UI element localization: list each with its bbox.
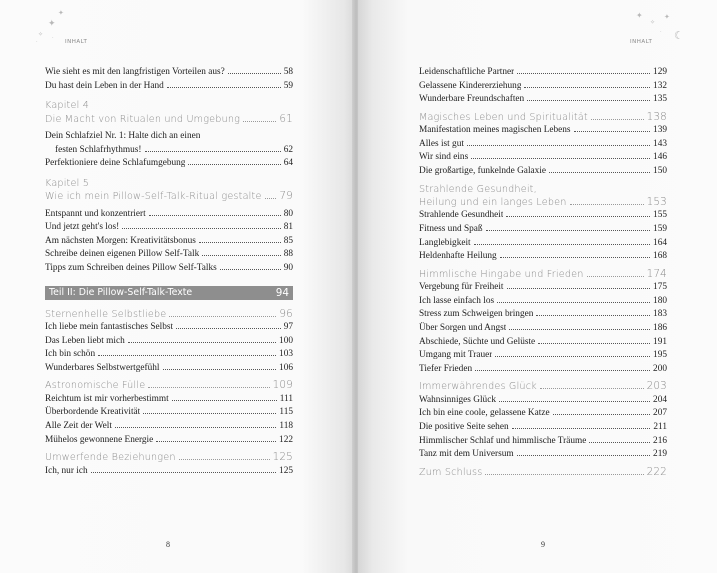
- table-of-contents: [419, 66, 667, 479]
- toc-entry: [45, 406, 293, 420]
- toc-entry-title: Wunderbare Freundschaften: [419, 94, 525, 105]
- part-title: Teil II: Die Pillow-Self-Talk-Texte: [49, 287, 193, 299]
- dot-leader: [538, 343, 650, 344]
- toc-entry: [45, 420, 293, 434]
- toc-entry-title: Magisches Leben und Spiritualität: [419, 111, 588, 123]
- dot-leader: [98, 355, 276, 356]
- toc-page-number: 222: [646, 465, 667, 478]
- toc-page-number: 211: [653, 421, 667, 432]
- dot-leader: [199, 242, 281, 243]
- toc-entry-title: Und jetzt geht's los!: [45, 222, 120, 233]
- toc-entry-title: Alle Zeit der Welt: [45, 420, 112, 431]
- toc-page-number: 115: [279, 407, 293, 418]
- dot-leader: [474, 244, 650, 245]
- running-header: INHALT: [65, 39, 88, 45]
- chapter-label: Kapitel 5: [45, 177, 90, 189]
- chapter-label: Strahlende Gesundheit,: [419, 183, 537, 195]
- toc-page-number: 106: [279, 362, 293, 373]
- toc-entry: [419, 421, 667, 435]
- toc-entry: [419, 138, 667, 152]
- toc-page-number: 168: [653, 251, 667, 262]
- toc-page-number: 88: [283, 249, 293, 260]
- toc-page-number: 200: [653, 363, 667, 374]
- dot-leader: [486, 230, 651, 231]
- dot-leader: [587, 276, 644, 277]
- toc-entry-title: Entspannt und konzentriert: [45, 208, 146, 219]
- toc-chapter: [45, 451, 293, 464]
- dot-leader: [495, 356, 650, 357]
- toc-entry: [45, 80, 293, 94]
- toc-entry-title: Sternenhelle Selbstliebe: [45, 308, 167, 320]
- toc-entry: [419, 435, 667, 449]
- dot-leader: [475, 370, 650, 371]
- dot-leader: [176, 328, 281, 329]
- toc-page-number: 122: [279, 434, 293, 445]
- page-number: 8: [166, 540, 170, 549]
- toc-entry-title: Umgang mit Trauer: [419, 350, 493, 361]
- dot-leader: [499, 401, 650, 402]
- toc-page-number: 132: [653, 80, 667, 91]
- toc-entry-title: Du hast dein Leben in der Hand: [45, 80, 164, 91]
- toc-entry-title: Wie ich mein Pillow-Self-Talk-Ritual gestalte: [45, 191, 262, 203]
- toc-entry: [419, 281, 667, 295]
- toc-page-number: 164: [653, 237, 667, 248]
- toc-page-number: 58: [283, 67, 293, 77]
- dot-leader: [467, 145, 650, 146]
- toc-chapter: [419, 196, 667, 209]
- toc-entry-title: Immerwährendes Glück: [419, 381, 537, 393]
- toc-entry-title: Das Leben liebt mich: [45, 335, 125, 346]
- dot-leader: [517, 73, 650, 74]
- toc-entry-title: Leidenschaftliche Partner: [419, 67, 515, 77]
- toc-entry: [419, 349, 667, 363]
- running-header: INHALT: [630, 39, 653, 45]
- stars-decoration-icon: ✦ ✦ ✧ · ·: [36, 9, 64, 45]
- toc-entry-title: Tanz mit dem Universum: [419, 449, 514, 460]
- dot-leader: [169, 316, 276, 317]
- toc-page-number: 216: [653, 435, 667, 446]
- dot-leader: [220, 269, 281, 270]
- dot-leader: [524, 87, 650, 88]
- dot-leader: [122, 228, 280, 229]
- dot-leader: [527, 100, 650, 101]
- toc-entry: [45, 157, 293, 171]
- toc-entry-title: Umwerfende Beziehungen: [45, 452, 176, 464]
- toc-page-number: 155: [653, 210, 667, 221]
- toc-entry: [419, 237, 667, 251]
- toc-entry-title: Ich, nur ich: [45, 465, 88, 476]
- dot-leader: [506, 216, 650, 217]
- toc-entry-title: Am nächsten Morgen: Kreativitätsbonus: [45, 235, 196, 246]
- toc-entry-title: Ich lasse einfach los: [419, 295, 495, 306]
- toc-entry-title: Strahlende Gesundheit: [419, 210, 504, 221]
- dot-leader: [243, 121, 276, 122]
- toc-page-number: 90: [283, 262, 293, 273]
- dot-leader: [179, 459, 270, 460]
- toc-page-number: 129: [653, 67, 667, 77]
- toc-entry-title: Vergebung für Freiheit: [419, 282, 504, 293]
- toc-page-number: 135: [653, 94, 667, 105]
- dot-leader: [202, 255, 280, 256]
- toc-entry: [419, 448, 667, 462]
- toc-entry: [45, 144, 293, 158]
- toc-entry: [45, 335, 293, 349]
- toc-page-number: 191: [653, 336, 667, 347]
- toc-entry: [45, 262, 293, 276]
- toc-chapter: [419, 380, 667, 393]
- toc-chapter: [45, 113, 293, 126]
- dot-leader: [500, 257, 650, 258]
- dot-leader: [509, 329, 650, 330]
- toc-chapter: [45, 190, 293, 203]
- toc-entry: [419, 80, 667, 94]
- toc-page-number: 203: [646, 380, 667, 393]
- toc-page-number: 143: [653, 138, 667, 149]
- toc-entry: [45, 362, 293, 376]
- part-heading: [45, 286, 293, 300]
- toc-chapter: [45, 308, 293, 321]
- toc-page-number: 150: [653, 165, 667, 176]
- toc-entry-title: Abschiede, Süchte und Gelüste: [419, 336, 536, 347]
- table-of-contents: [45, 66, 293, 478]
- toc-entry-title: Himmlische Hingabe und Frieden: [419, 268, 584, 280]
- toc-entry-title: Manifestation meines magischen Lebens: [419, 125, 571, 136]
- dot-leader: [91, 472, 276, 473]
- toc-entry-title: Wahnsinniges Glück: [419, 394, 496, 405]
- stars-decoration-icon: ✦ ✧ ✦ ·: [636, 11, 670, 35]
- toc-entry-title: Wie sieht es mit den langfristigen Vorteilen aus?: [45, 67, 225, 77]
- toc-entry-wrap: [45, 130, 293, 144]
- dot-leader: [265, 198, 277, 199]
- toc-entry: [45, 208, 293, 222]
- dot-leader: [570, 204, 644, 205]
- toc-page-number: 180: [653, 295, 667, 306]
- toc-entry: [419, 66, 667, 80]
- toc-page-number: 175: [653, 282, 667, 293]
- toc-entry-title: festen Schlafrhythmus!: [55, 144, 142, 155]
- dot-leader: [536, 315, 650, 316]
- dot-leader: [149, 215, 281, 216]
- toc-entry: [45, 465, 293, 479]
- toc-entry-title: Astronomische Fülle: [45, 380, 146, 392]
- dot-leader: [172, 400, 277, 401]
- toc-page-number: 118: [279, 420, 293, 431]
- toc-entry-title: Wir sind eins: [419, 152, 469, 163]
- toc-entry: [419, 394, 667, 408]
- toc-chapter: [419, 111, 667, 124]
- dot-leader: [549, 172, 650, 173]
- dot-leader: [497, 302, 650, 303]
- toc-entry-title: Tipps zum Schreiben deines Pillow Self-Talks: [45, 262, 217, 273]
- toc-page-number: 61: [279, 112, 293, 125]
- toc-entry: [45, 248, 293, 262]
- dot-leader: [128, 342, 276, 343]
- dot-leader: [574, 131, 651, 132]
- toc-page-number: 80: [283, 208, 293, 219]
- toc-page-number: 153: [646, 195, 667, 208]
- toc-page-number: 204: [653, 394, 667, 405]
- toc-page-number: 79: [279, 190, 293, 203]
- toc-page-number: 125: [279, 465, 293, 476]
- toc-page-number: 139: [653, 125, 667, 136]
- toc-entry: [419, 336, 667, 350]
- toc-entry: [45, 66, 293, 80]
- toc-page-number: 174: [646, 267, 667, 280]
- toc-entry-title: Die großartige, funkelnde Galaxie: [419, 165, 547, 176]
- toc-entry-title: Zum Schluss: [419, 466, 483, 478]
- part-page-number: 94: [275, 286, 289, 299]
- toc-entry-title: Heldenhafte Heilung: [419, 251, 497, 262]
- toc-entry-title: Die Macht von Ritualen und Umgebung: [45, 113, 241, 125]
- toc-entry-title: Stress zum Schweigen bringen: [419, 309, 534, 320]
- toc-page-number: 85: [283, 235, 293, 246]
- toc-entry-title: Tiefer Frieden: [419, 363, 473, 374]
- toc-entry: [45, 434, 293, 448]
- toc-page-number: 195: [653, 350, 667, 361]
- toc-page-number: 97: [283, 321, 293, 332]
- toc-entry-title: Schreibe deinen eigenen Pillow Self-Talk: [45, 249, 200, 260]
- toc-entry-title: Die positive Seite sehen: [419, 421, 509, 432]
- toc-entry-title: Perfektioniere deine Schlafumgebung: [45, 158, 186, 169]
- toc-page-number: 207: [653, 408, 667, 419]
- moon-icon: ☾: [674, 29, 684, 42]
- toc-entry-title: Ich bin eine coole, gelassene Katze: [419, 408, 550, 419]
- toc-entry: [419, 93, 667, 107]
- toc-page-number: 138: [646, 110, 667, 123]
- toc-entry-title: Heilung und ein langes Leben: [419, 196, 567, 208]
- toc-chapter: [45, 379, 293, 392]
- dot-leader: [143, 413, 276, 414]
- right-page: [358, 0, 717, 573]
- toc-entry: [45, 348, 293, 362]
- toc-page-number: 111: [279, 393, 293, 404]
- toc-entry-title: Reichtum ist mir vorherbestimmt: [45, 393, 169, 404]
- toc-entry-title: Alles ist gut: [419, 138, 464, 149]
- dot-leader: [228, 73, 281, 74]
- toc-entry-title: Wunderbares Selbstwertgefühl: [45, 362, 160, 373]
- toc-page-number: 186: [653, 322, 667, 333]
- page-number: 9: [541, 540, 545, 549]
- dot-leader: [553, 414, 650, 415]
- dot-leader: [163, 369, 277, 370]
- toc-entry: [419, 165, 667, 179]
- dot-leader: [148, 387, 269, 388]
- toc-entry: [45, 393, 293, 407]
- toc-page-number: 219: [653, 449, 667, 460]
- toc-entry: [45, 321, 293, 335]
- toc-entry: [419, 223, 667, 237]
- toc-entry-title: Gelassene Kindererziehung: [419, 80, 522, 91]
- toc-entry-title: Dein Schlafziel Nr. 1: Halte dich an einen: [45, 131, 201, 141]
- dot-leader: [512, 428, 651, 429]
- toc-entry: [419, 250, 667, 264]
- toc-entry-title: Über Sorgen und Angst: [419, 322, 507, 333]
- chapter-label: Kapitel 4: [45, 100, 90, 112]
- toc-page-number: 81: [283, 222, 293, 233]
- toc-page-number: 100: [279, 335, 293, 346]
- dot-leader: [507, 288, 651, 289]
- dot-leader: [188, 164, 280, 165]
- toc-page-number: 125: [272, 451, 293, 464]
- toc-entry-title: Mühelos gewonnene Energie: [45, 434, 154, 445]
- toc-entry-title: Fitness und Spaß: [419, 223, 483, 234]
- toc-entry: [419, 322, 667, 336]
- toc-entry: [419, 209, 667, 223]
- dot-leader: [115, 427, 276, 428]
- toc-entry: [419, 407, 667, 421]
- toc-page-number: 103: [279, 349, 293, 360]
- toc-entry: [419, 308, 667, 322]
- dot-leader: [540, 388, 644, 389]
- toc-page-number: 96: [279, 307, 293, 320]
- toc-entry: [419, 295, 667, 309]
- dot-leader: [156, 441, 276, 442]
- toc-page-number: 159: [653, 223, 667, 234]
- toc-entry: [45, 235, 293, 249]
- toc-entry: [419, 124, 667, 138]
- left-page: [0, 0, 355, 573]
- toc-page-number: 62: [283, 144, 293, 155]
- toc-page-number: 109: [272, 379, 293, 392]
- toc-chapter: [419, 268, 667, 281]
- dot-leader: [471, 158, 650, 159]
- toc-entry: [45, 221, 293, 235]
- toc-entry-title: Langlebigkeit: [419, 237, 471, 248]
- dot-leader: [589, 442, 650, 443]
- toc-entry: [419, 151, 667, 165]
- toc-chapter: [419, 466, 667, 479]
- dot-leader: [517, 455, 650, 456]
- toc-entry: [419, 363, 667, 377]
- toc-entry-title: Überbordende Kreativität: [45, 407, 141, 418]
- toc-page-number: 64: [283, 158, 293, 169]
- toc-entry-title: Himmlischer Schlaf und himmlische Träume: [419, 435, 587, 446]
- toc-entry-title: Ich liebe mein fantastisches Selbst: [45, 321, 174, 332]
- dot-leader: [145, 151, 281, 152]
- dot-leader: [167, 87, 281, 88]
- toc-page-number: 183: [653, 309, 667, 320]
- dot-leader: [485, 474, 643, 475]
- dot-leader: [591, 119, 644, 120]
- toc-entry-title: Ich bin schön: [45, 349, 96, 360]
- toc-page-number: 146: [653, 152, 667, 163]
- toc-page-number: 59: [283, 80, 293, 91]
